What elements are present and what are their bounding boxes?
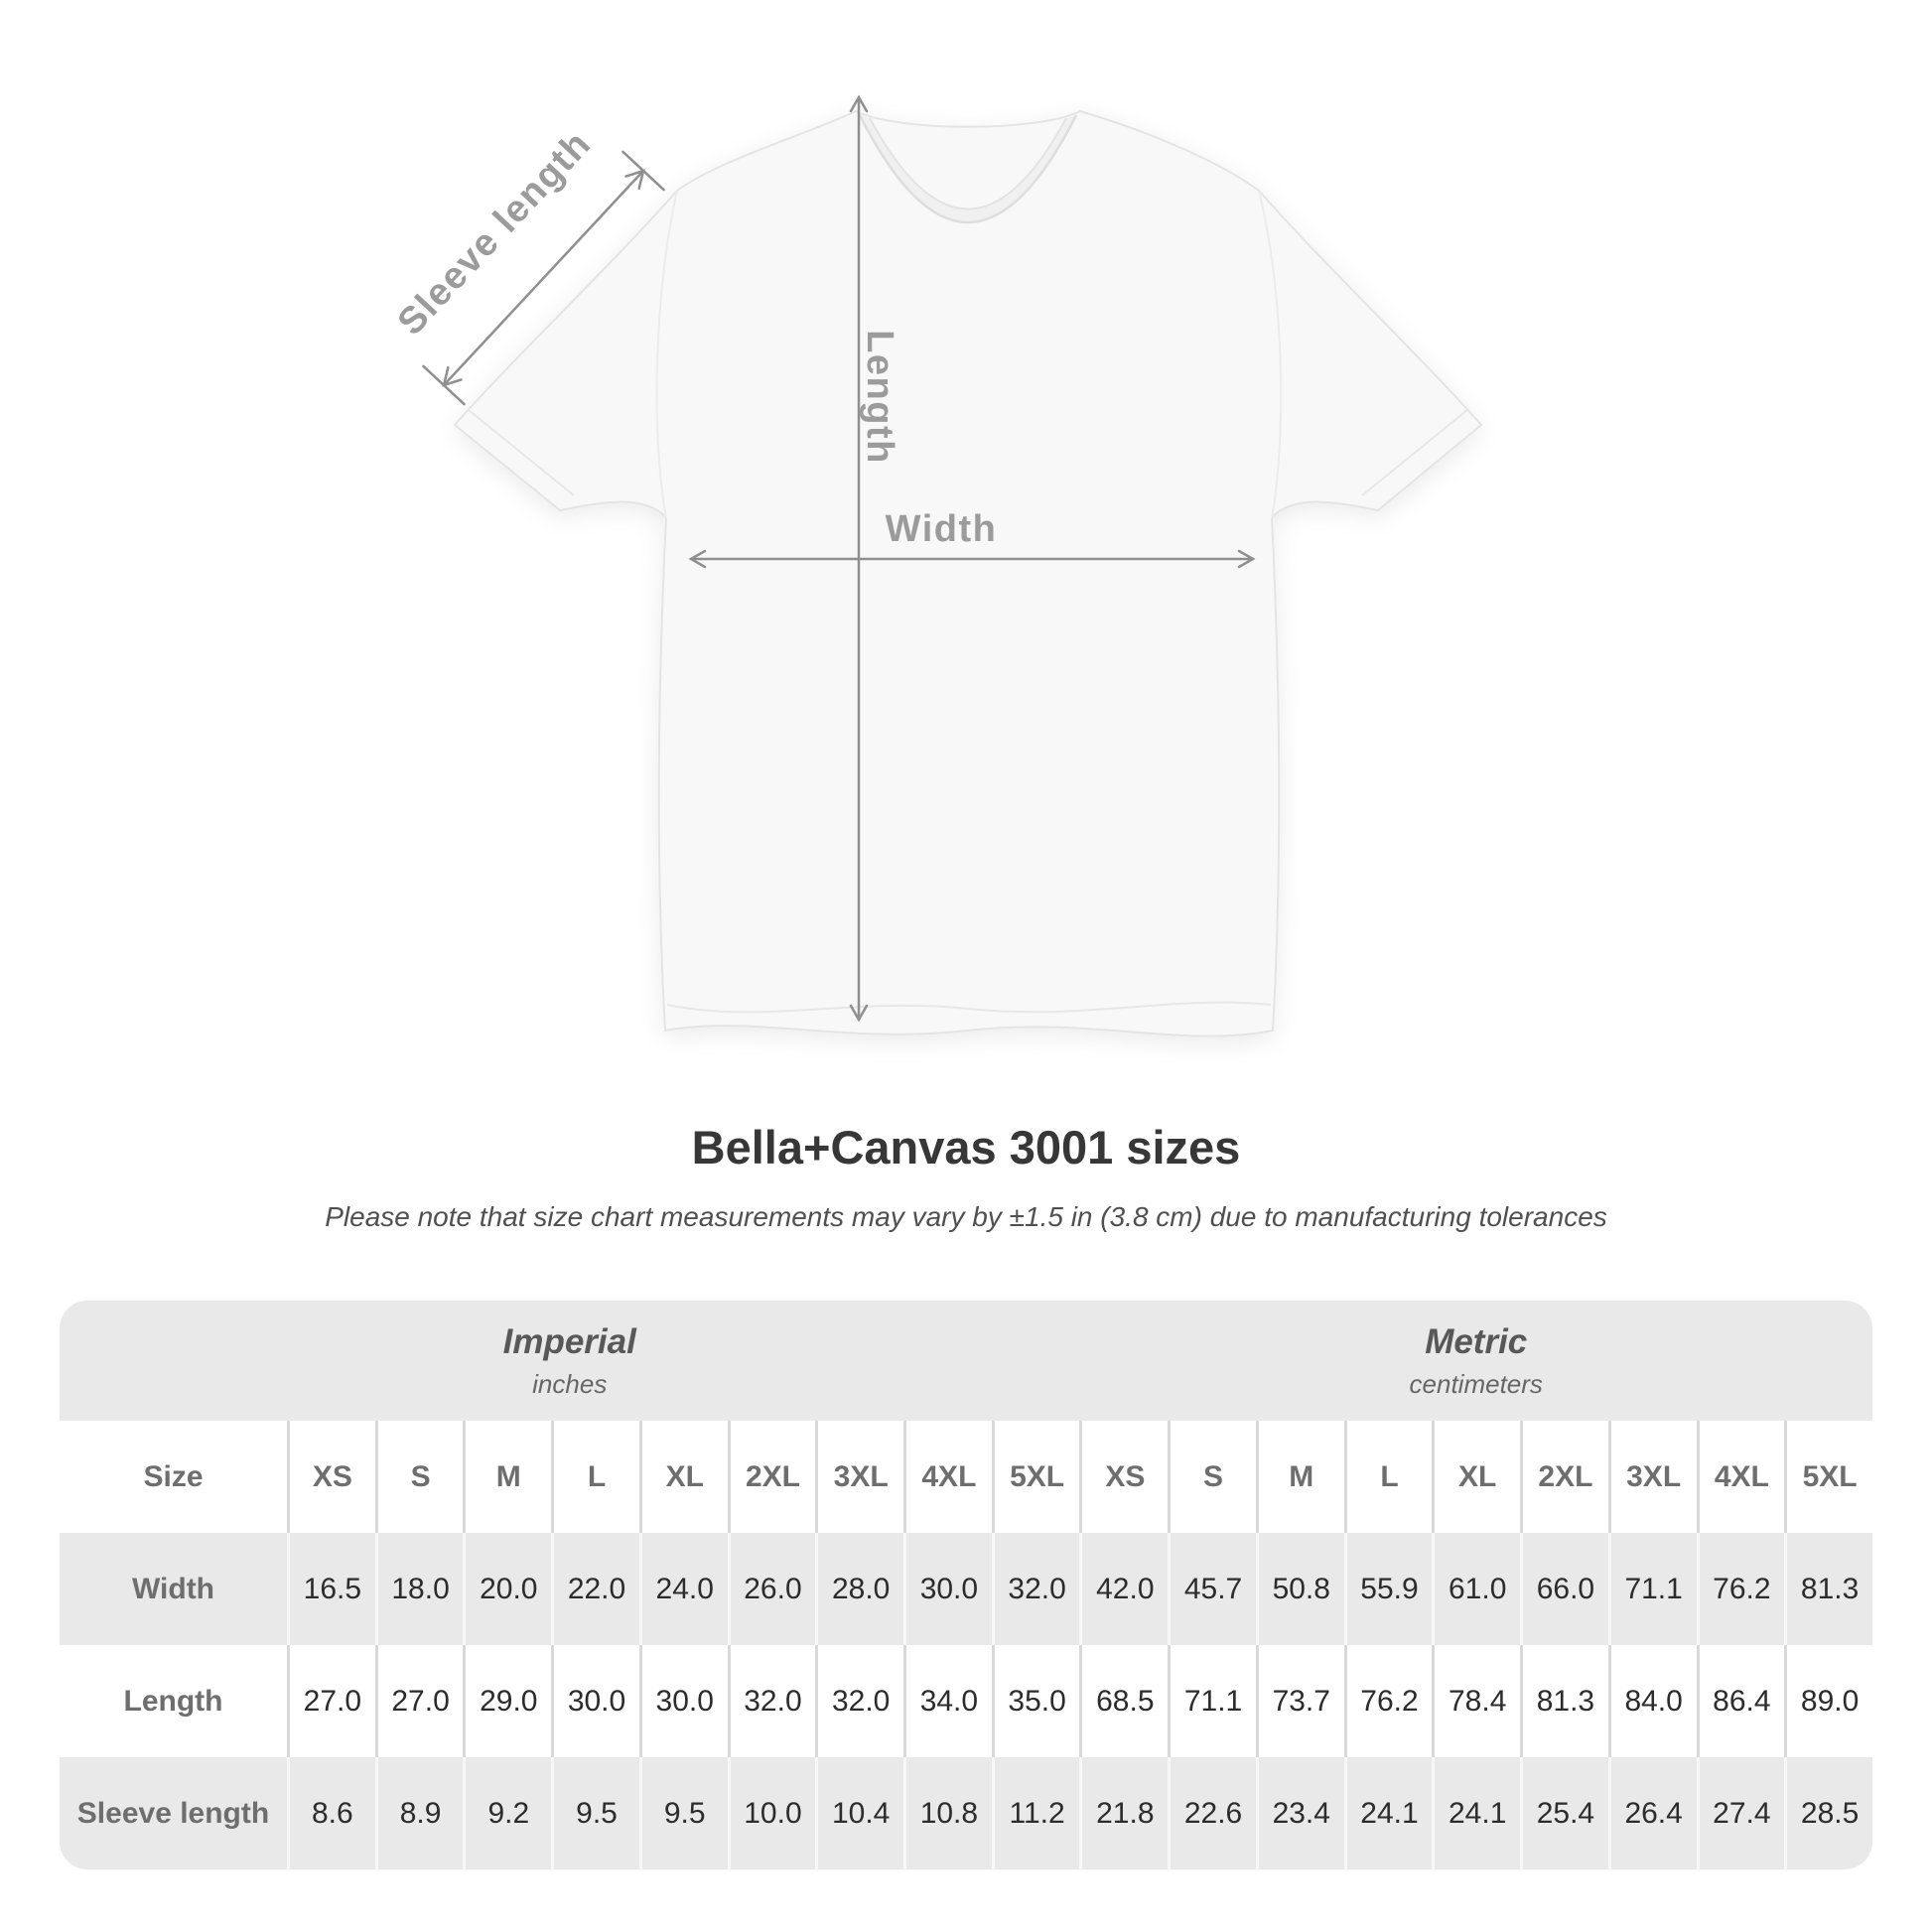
- sleeve-length-metric-xs: 21.8: [1079, 1757, 1168, 1869]
- length-metric-4xl: 86.4: [1697, 1645, 1785, 1757]
- tshirt-silhouette: [455, 111, 1481, 1036]
- size-col-metric-2xl: 2XL: [1520, 1421, 1608, 1533]
- sleeve-length-imperial-3xl: 10.4: [815, 1757, 903, 1869]
- width-metric-s: 45.7: [1168, 1533, 1256, 1645]
- width-metric-3xl: 71.1: [1608, 1533, 1697, 1645]
- metric-header-unit: centimeters: [1409, 1369, 1543, 1399]
- size-col-metric-5xl: 5XL: [1784, 1421, 1872, 1533]
- width-imperial-xs: 16.5: [287, 1533, 375, 1645]
- sleeve-length-imperial-l: 9.5: [551, 1757, 639, 1869]
- sleeve-length-imperial-xs: 8.6: [287, 1757, 375, 1869]
- row-sleeve-length: [60, 1757, 1872, 1869]
- width-metric-xl: 61.0: [1432, 1533, 1520, 1645]
- row-width: [60, 1533, 1872, 1645]
- size-header-label: Size: [60, 1421, 287, 1533]
- sleeve-length-imperial-2xl: 10.0: [728, 1757, 816, 1869]
- width-imperial-m: 20.0: [463, 1533, 551, 1645]
- sleeve-length-metric-5xl: 28.5: [1784, 1757, 1872, 1869]
- length-label: Length: [859, 330, 900, 465]
- length-metric-5xl: 89.0: [1784, 1645, 1872, 1757]
- imperial-header-unit: inches: [532, 1369, 608, 1399]
- row-label-width: Width: [60, 1533, 287, 1645]
- length-metric-xl: 78.4: [1432, 1645, 1520, 1757]
- length-imperial-l: 30.0: [551, 1645, 639, 1757]
- size-col-imperial-xl: XL: [639, 1421, 728, 1533]
- sleeve-length-imperial-m: 9.2: [463, 1757, 551, 1869]
- sleeve-length-metric-4xl: 27.4: [1697, 1757, 1785, 1869]
- sleeve-length-metric-m: 23.4: [1256, 1757, 1344, 1869]
- sleeve-length-label: Sleeve length: [389, 122, 600, 344]
- size-col-imperial-2xl: 2XL: [728, 1421, 816, 1533]
- length-imperial-xl: 30.0: [639, 1645, 728, 1757]
- length-imperial-5xl: 35.0: [992, 1645, 1080, 1757]
- page-subtitle: Please note that size chart measurements may vary by ±1.5 in (3.8 cm) due to manufacturing tolerances: [325, 1201, 1607, 1232]
- size-col-metric-l: L: [1344, 1421, 1433, 1533]
- width-imperial-5xl: 32.0: [992, 1533, 1080, 1645]
- metric-header: [1079, 1301, 1872, 1421]
- sleeve-length-metric-xl: 24.1: [1432, 1757, 1520, 1869]
- length-imperial-3xl: 32.0: [815, 1645, 903, 1757]
- unit-header-row: [60, 1301, 1872, 1421]
- imperial-header-label: Imperial: [502, 1322, 636, 1361]
- width-metric-4xl: 76.2: [1697, 1533, 1785, 1645]
- width-metric-2xl: 66.0: [1520, 1533, 1608, 1645]
- size-col-metric-xs: XS: [1079, 1421, 1168, 1533]
- length-metric-2xl: 81.3: [1520, 1645, 1608, 1757]
- width-metric-xs: 42.0: [1079, 1533, 1168, 1645]
- sleeve-length-metric-l: 24.1: [1344, 1757, 1433, 1869]
- size-table: [60, 1301, 1872, 1869]
- length-metric-m: 73.7: [1256, 1645, 1344, 1757]
- row-label-sleeve-length: Sleeve length: [60, 1757, 287, 1869]
- length-imperial-2xl: 32.0: [728, 1645, 816, 1757]
- width-label: Width: [885, 508, 998, 550]
- width-imperial-l: 22.0: [551, 1533, 639, 1645]
- length-metric-xs: 68.5: [1079, 1645, 1168, 1757]
- width-imperial-2xl: 26.0: [728, 1533, 816, 1645]
- size-col-imperial-5xl: 5XL: [992, 1421, 1080, 1533]
- width-imperial-3xl: 28.0: [815, 1533, 903, 1645]
- width-metric-5xl: 81.3: [1784, 1533, 1872, 1645]
- size-col-metric-xl: XL: [1432, 1421, 1520, 1533]
- size-col-metric-m: M: [1256, 1421, 1344, 1533]
- sleeve-length-metric-2xl: 25.4: [1520, 1757, 1608, 1869]
- size-col-imperial-s: S: [375, 1421, 464, 1533]
- width-imperial-xl: 24.0: [639, 1533, 728, 1645]
- length-metric-s: 71.1: [1168, 1645, 1256, 1757]
- length-metric-l: 76.2: [1344, 1645, 1433, 1757]
- size-col-imperial-l: L: [551, 1421, 639, 1533]
- sleeve-length-metric-3xl: 26.4: [1608, 1757, 1697, 1869]
- size-col-imperial-xs: XS: [287, 1421, 375, 1533]
- sleeve-length-imperial-s: 8.9: [375, 1757, 464, 1869]
- size-col-imperial-m: M: [463, 1421, 551, 1533]
- width-metric-m: 50.8: [1256, 1533, 1344, 1645]
- size-col-imperial-4xl: 4XL: [903, 1421, 992, 1533]
- width-imperial-s: 18.0: [375, 1533, 464, 1645]
- size-col-metric-s: S: [1168, 1421, 1256, 1533]
- width-imperial-4xl: 30.0: [903, 1533, 992, 1645]
- length-imperial-s: 27.0: [375, 1645, 464, 1757]
- length-metric-3xl: 84.0: [1608, 1645, 1697, 1757]
- page-title: Bella+Canvas 3001 sizes: [691, 1121, 1241, 1173]
- size-col-imperial-3xl: 3XL: [815, 1421, 903, 1533]
- sleeve-length-metric-s: 22.6: [1168, 1757, 1256, 1869]
- width-metric-l: 55.9: [1344, 1533, 1433, 1645]
- length-imperial-xs: 27.0: [287, 1645, 375, 1757]
- imperial-header: [60, 1301, 1079, 1421]
- row-length: [60, 1645, 1872, 1757]
- sleeve-length-imperial-5xl: 11.2: [992, 1757, 1080, 1869]
- size-col-metric-3xl: 3XL: [1608, 1421, 1697, 1533]
- size-col-metric-4xl: 4XL: [1697, 1421, 1785, 1533]
- length-imperial-m: 29.0: [463, 1645, 551, 1757]
- size-header-row: [60, 1421, 1872, 1533]
- row-label-length: Length: [60, 1645, 287, 1757]
- sleeve-length-imperial-xl: 9.5: [639, 1757, 728, 1869]
- length-imperial-4xl: 34.0: [903, 1645, 992, 1757]
- sleeve-length-imperial-4xl: 10.8: [903, 1757, 992, 1869]
- metric-header-label: Metric: [1425, 1322, 1528, 1361]
